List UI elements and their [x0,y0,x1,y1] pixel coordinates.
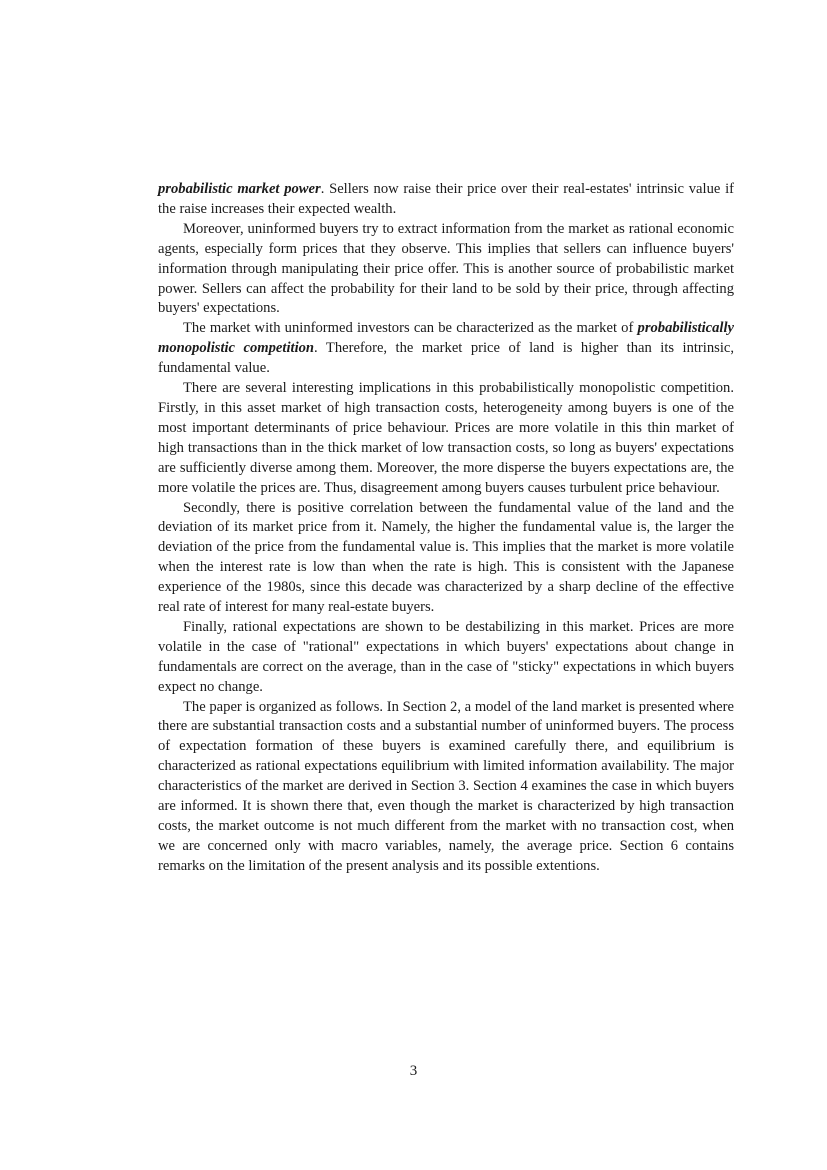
paragraph-5 [158,499,734,618]
paragraph-2 [158,220,734,320]
paragraph-text: . Sellers now raise their price over their real-estates' intrinsic value if the raise increases their expected wealth. [158,181,734,217]
emphasized-term: probabilistic market power [158,181,321,197]
paragraph-text: Finally, rational expectations are shown to be destabilizing in this market. Prices are more volatile in the case of "rational" expectations in which buyers' expectations about change in fundamentals are correct on the average, than in the case of "sticky" expectations in which buyers expect no change. [158,618,734,695]
paragraph-6 [158,618,734,698]
paragraph-7 [158,698,734,877]
page-number: 3 [409,1063,418,1079]
paragraph-text: Moreover, uninformed buyers try to extract information from the market as rational economic agents, especially form prices that they observe. This implies that sellers can influence buyers' information through manipulating their price offer. This is another source of probabilistic market power. Sellers can affect the probability for their land to be sold by their price, through affecting buyers' expectations. [158,220,734,317]
paragraph-text: There are several interesting implications in this probabilistically monopolistic competition. Firstly, in this asset market of high transaction costs, heterogeneity among buyers is one of the most important determinants of price behaviour. Prices are more volatile in this thin market of high transactions than in the thick market of low transaction costs, so long as buyers' expectations are sufficiently diverse among them. Moreover, the more disperse the buyers expectations are, the more volatile the prices are. Thus, disagreement among buyers causes turbulent price behaviour. [158,380,734,496]
paragraph-text: The market with uninformed investors can be characterized as the market of [183,320,638,337]
paragraph-3 [158,319,734,379]
emphasized-term: probabilistically monopolistic competition [158,320,734,357]
paragraph-text: Secondly, there is positive correlation between the fundamental value of the land and the deviation of its market price from it. Namely, the higher the fundamental value is, the larger the deviation of the price from the fundamental value is. This implies that the market is more volatile when the interest rate is low than when the rate is high. This is consistent with the Japanese experience of the 1980s, since this decade was characterized by a sharp decline of the effective real rate of interest for many real-estate buyers. [158,499,734,616]
paragraph-text: The paper is organized as follows. In Section 2, a model of the land market is presented where there are substantial transaction costs and a substantial number of uninformed buyers. The process of expectation formation of these buyers is examined carefully there, and equilibrium is characterized as rational expectations equilibrium with limited information availability. The major characteristics of the market are derived in Section 3. Section 4 examines the case in which buyers are informed. It is shown there that, even though the market is characterized by high transaction costs, the market outcome is not much different from the market with no transaction cost, when we are concerned only with macro variables, namely, the average price. Section 6 contains remarks on the limitation of the present analysis and its possible extentions. [158,698,734,874]
paragraph-4 [158,379,734,498]
body-text [158,180,734,877]
paragraph-text: . Therefore, the market price of land is higher than its intrinsic, fundamental value. [158,340,735,377]
paragraph-1 [158,180,734,220]
